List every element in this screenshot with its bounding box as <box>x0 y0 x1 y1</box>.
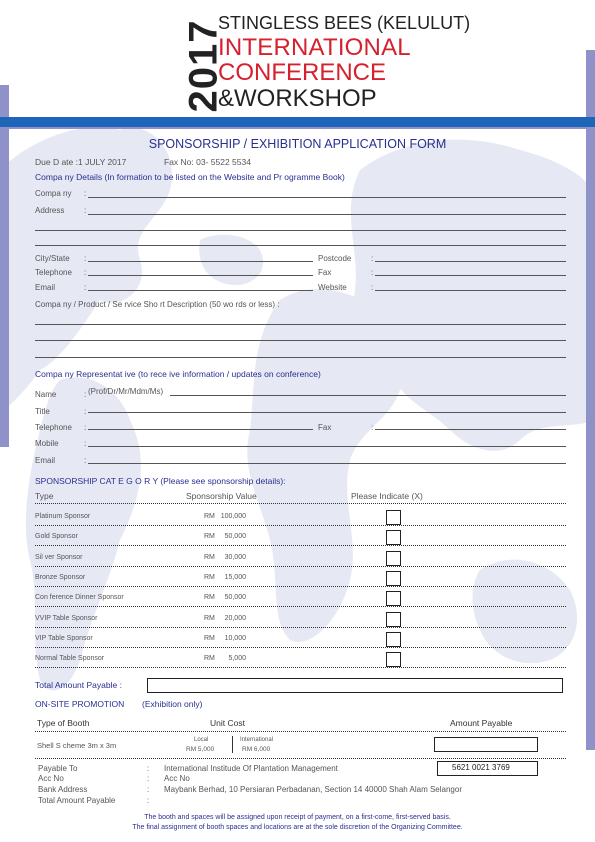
sponsor-type: Gold Sponsor <box>35 533 78 540</box>
rep-telephone-label: Telephone <box>35 423 72 432</box>
sponsor-value: 20,000 <box>224 615 246 622</box>
colon: : <box>147 764 150 773</box>
title-field[interactable] <box>88 412 566 413</box>
row-dotted-line <box>35 647 566 648</box>
company-label: Compa ny <box>35 189 72 198</box>
description-field-3[interactable] <box>35 357 566 358</box>
address-field-2[interactable] <box>35 230 566 231</box>
sponsor-checkbox[interactable] <box>386 591 401 606</box>
colon: : <box>84 189 87 198</box>
sponsor-type: Sil ver Sponsor <box>35 554 83 561</box>
colon: : <box>371 283 374 292</box>
col-type: Type <box>35 491 54 501</box>
colon: : <box>371 268 374 277</box>
conference-title-line3: &WORKSHOP <box>218 85 377 112</box>
sponsor-value: 5,000 <box>228 655 246 662</box>
due-date: Due D ate :1 JULY 2017 <box>35 157 127 167</box>
sponsor-currency: RM <box>204 635 215 642</box>
title-label: Title <box>35 407 50 416</box>
total-amount-payable-label: Total Amount Payable <box>38 796 116 805</box>
sponsor-currency: RM <box>204 655 215 662</box>
row-dotted-line <box>35 525 566 526</box>
sponsor-checkbox[interactable] <box>386 530 401 545</box>
header-purple-bar <box>0 127 595 129</box>
local-price: RM 5,000 <box>186 746 215 753</box>
rep-telephone-field[interactable] <box>88 429 313 430</box>
name-hint: (Prof/Dr/Mr/Mdm/Ms) <box>88 387 164 396</box>
account-number: 5621 0021 3769 <box>452 763 510 772</box>
colon: : <box>84 423 87 432</box>
sponsor-checkbox[interactable] <box>386 551 401 566</box>
fax-label: Fax <box>318 268 332 277</box>
colon: : <box>84 268 87 277</box>
fax-field[interactable] <box>375 275 566 276</box>
row-dotted-line <box>35 545 566 546</box>
sponsor-currency: RM <box>204 574 215 581</box>
footer-note-1: The booth and spaces will be assigned upon receipt of payment, on a first-come, first-served basis. <box>144 814 451 821</box>
colon: : <box>371 254 374 263</box>
colon: : <box>84 283 87 292</box>
rep-fax-field[interactable] <box>375 429 566 430</box>
year-vertical: 2017 <box>181 19 226 112</box>
sponsor-checkbox[interactable] <box>386 571 401 586</box>
bank-address-value: Maybank Berhad, 10 Persiaran Perbadanan, Section 14 40000 Shah Alam Selangor <box>164 785 462 794</box>
payable-to-label: Payable To <box>38 764 78 773</box>
sponsor-checkbox[interactable] <box>386 632 401 647</box>
col-amount-payable: Amount Payable <box>450 718 513 728</box>
representative-section-heading: Compa ny Representat ive (to rece ive information / updates on conference) <box>35 369 321 379</box>
onsite-heading: ON-SITE PROMOTION <box>35 699 125 709</box>
booth-type: Shell S cheme 3m x 3m <box>37 741 117 750</box>
company-section-heading: Compa ny Details (In formation to be listed on the Website and Pr ogramme Book) <box>35 172 345 182</box>
sponsor-currency: RM <box>204 615 215 622</box>
onsite-bottom-dotted-line <box>35 758 566 759</box>
conference-subtitle: STINGLESS BEES (KELULUT) <box>218 13 471 33</box>
col-please-indicate: Please Indicate (X) <box>351 491 423 501</box>
booth-amount-box[interactable] <box>434 737 538 752</box>
header-blue-bar <box>0 117 595 127</box>
sponsor-type: Platinum Sponsor <box>35 513 91 520</box>
colon: : <box>84 407 87 416</box>
col-type-of-booth: Type of Booth <box>37 718 90 728</box>
acc-no-value: Acc No <box>164 774 190 783</box>
colon: : <box>84 206 87 215</box>
sponsor-value: 100,000 <box>220 513 246 520</box>
sponsor-currency: RM <box>204 594 215 601</box>
bank-address-label: Bank Address <box>38 785 88 794</box>
company-field[interactable] <box>88 197 566 198</box>
telephone-label: Telephone <box>35 268 72 277</box>
colon: : <box>84 254 87 263</box>
payable-to-value: International Institude Of Plantation Management <box>164 764 338 773</box>
form-title: SPONSORSHIP / EXHIBITION APPLICATION FORM <box>148 137 447 151</box>
description-label: Compa ny / Product / Se rvice Sho rt Description (50 wo rds or less) : <box>35 300 280 309</box>
postcode-field[interactable] <box>375 261 566 262</box>
local-label: Local <box>194 737 209 743</box>
rep-fax-label: Fax <box>318 423 332 432</box>
colon: : <box>84 439 87 448</box>
address-label: Address <box>35 206 65 215</box>
sponsor-type: VVIP Table Sponsor <box>35 615 98 622</box>
international-label: International <box>240 737 274 743</box>
conference-title-line1: INTERNATIONAL <box>218 34 411 61</box>
row-dotted-line <box>35 627 566 628</box>
sponsor-checkbox[interactable] <box>386 510 401 525</box>
sponsor-currency: RM <box>204 513 215 520</box>
col-sponsorship-value: Sponsorship Value <box>186 491 257 501</box>
international-price: RM 6,000 <box>242 746 271 753</box>
mobile-label: Mobile <box>35 439 59 448</box>
sponsor-value: 30,000 <box>224 554 246 561</box>
total-amount-label: Total Amount Payable : <box>35 680 122 690</box>
city-field[interactable] <box>88 261 313 262</box>
sponsor-type: VIP Table Sponsor <box>35 635 93 642</box>
mobile-field[interactable] <box>88 446 566 447</box>
rep-email-field[interactable] <box>88 463 566 464</box>
colon: : <box>147 774 150 783</box>
colon: : <box>371 423 374 432</box>
postcode-label: Postcode <box>318 254 352 263</box>
telephone-field[interactable] <box>88 275 313 276</box>
onsite-top-dotted-line <box>35 731 566 732</box>
sponsor-type: Con ference Dinner Sponsor <box>35 594 124 601</box>
sponsor-value: 10,000 <box>224 635 246 642</box>
website-field[interactable] <box>375 290 566 291</box>
conference-title-line2: CONFERENCE <box>218 59 387 86</box>
onsite-heading-note: (Exhibition only) <box>142 699 203 709</box>
sponsorship-heading: SPONSORSHIP CAT E G O R Y (Please see sponsorship details): <box>35 476 286 486</box>
sponsor-type: Normal Table Sponsor <box>35 655 105 662</box>
sponsor-checkbox[interactable] <box>386 612 401 627</box>
city-label: City/State <box>35 254 70 263</box>
website-label: Website <box>318 283 347 292</box>
row-dotted-line <box>35 667 566 668</box>
sponsor-value: 15,000 <box>224 574 246 581</box>
sponsor-value: 50,000 <box>224 594 246 601</box>
acc-no-label: Acc No <box>38 774 64 783</box>
colon: : <box>84 456 87 465</box>
row-dotted-line <box>35 606 566 607</box>
row-dotted-line <box>35 586 566 587</box>
address-field-3[interactable] <box>35 245 566 246</box>
name-label: Name <box>35 390 57 399</box>
total-amount-box[interactable] <box>147 678 563 693</box>
sponsor-type: Bronze Sponsor <box>35 574 86 581</box>
col-unit-cost: Unit Cost <box>210 718 245 728</box>
colon: : <box>147 785 150 794</box>
price-divider <box>232 736 233 753</box>
row-dotted-line <box>35 566 566 567</box>
address-field-1[interactable] <box>88 214 566 215</box>
rep-email-label: Email <box>35 456 56 465</box>
email-label: Email <box>35 283 56 292</box>
sponsor-currency: RM <box>204 533 215 540</box>
sponsor-value: 50,000 <box>224 533 246 540</box>
sponsor-currency: RM <box>204 554 215 561</box>
colon: : <box>84 390 87 399</box>
header-dotted-line <box>35 503 566 504</box>
description-field-2[interactable] <box>35 340 566 341</box>
colon: : <box>147 796 150 805</box>
description-field-1[interactable] <box>35 324 566 325</box>
name-field[interactable] <box>170 395 566 396</box>
right-side-bar <box>586 50 595 750</box>
fax-number: Fax No: 03- 5522 5534 <box>164 157 251 167</box>
footer-note-2: The final assignment of booth spaces and locations are at the sole discretion of the Organizing Committee. <box>132 824 463 831</box>
sponsor-checkbox[interactable] <box>386 652 401 667</box>
email-field[interactable] <box>88 290 313 291</box>
